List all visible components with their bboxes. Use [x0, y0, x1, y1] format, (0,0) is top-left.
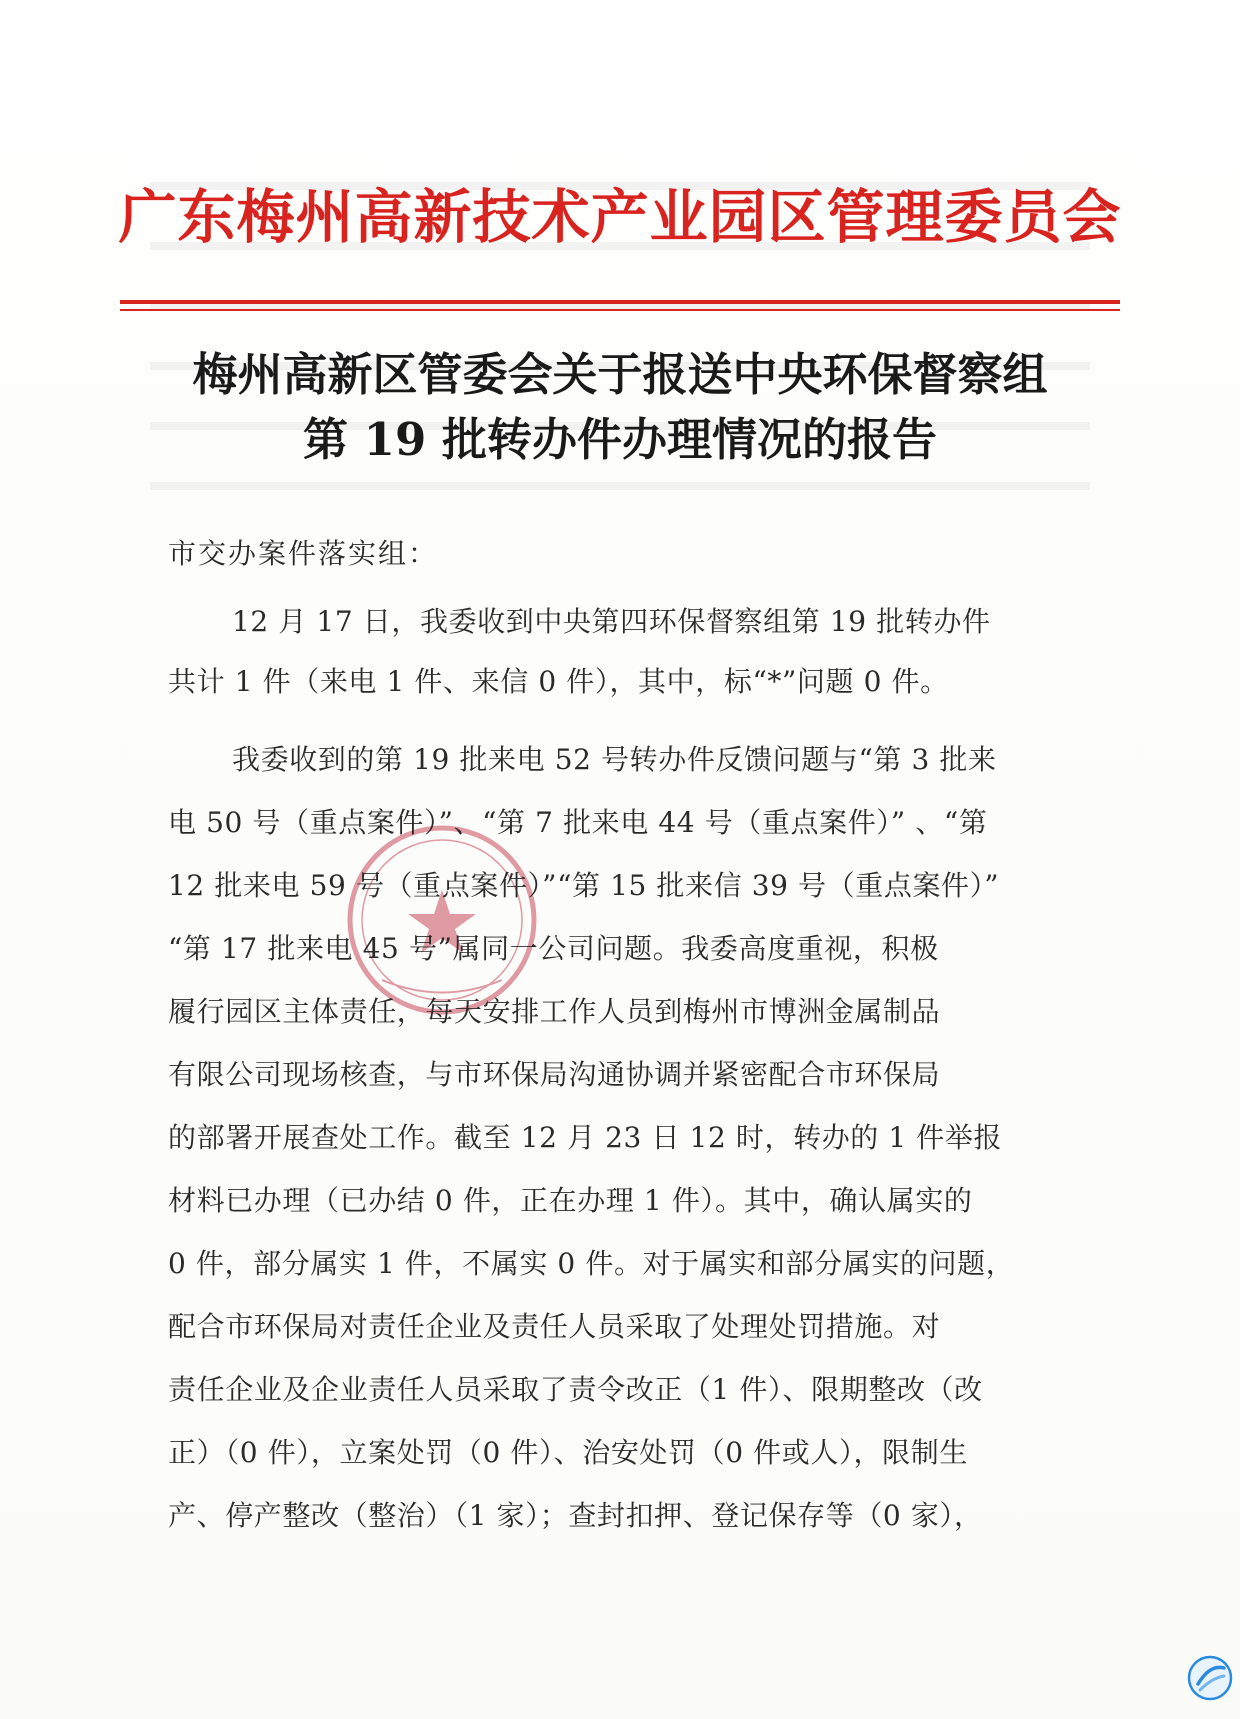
body-line-9: 的部署开展查处工作。截至 12 月 23 日 12 时，转办的 1 件举报: [168, 1121, 1003, 1154]
body-line-8: 有限公司现场核查，与市环保局沟通协调并紧密配合市环保局: [168, 1058, 941, 1091]
document-title-line-1: 梅州高新区管委会关于报送中央环保督察组: [192, 348, 1048, 401]
salutation: 市交办案件落实组：: [168, 537, 439, 570]
watermark-logo-icon: [1186, 1654, 1234, 1702]
body-line-15: 产、停产整改（整治）（1 家）；查封扣押、登记保存等（0 家），: [168, 1499, 983, 1532]
body-line-3: 我委收到的第 19 批来电 52 号转办件反馈问题与“第 3 批来: [232, 743, 997, 776]
body-line-5: 12 批来电 59 号（重点案件）”“第 15 批来信 39 号（重点案件）”: [168, 869, 1000, 902]
body-line-11: 0 件，部分属实 1 件，不属实 0 件。对于属实和部分属实的问题，: [168, 1247, 1015, 1280]
body-line-10: 材料已办理（已办结 0 件，正在办理 1 件）。其中，确认属实的: [168, 1184, 973, 1217]
document-title-line-2: 第 19 批转办件办理情况的报告: [303, 413, 937, 466]
body-line-1: 12 月 17 日，我委收到中央第四环保督察组第 19 批转办件: [232, 605, 991, 638]
org-header: 广东梅州高新技术产业园区管理委员会: [118, 183, 1122, 251]
body-line-7: 履行园区主体责任，每天安排工作人员到梅州市博洲金属制品: [168, 995, 941, 1028]
body-line-13: 责任企业及企业责任人员采取了责令改正（1 件）、限期整改（改: [168, 1373, 983, 1406]
body-line-14: 正）（0 件），立案处罚（0 件）、治安处罚（0 件或人），限制生: [168, 1436, 968, 1469]
body-line-2: 共计 1 件（来电 1 件、来信 0 件），其中，标“*”问题 0 件。: [168, 665, 949, 698]
body-line-4: 电 50 号（重点案件）”、“第 7 批来电 44 号（重点案件）” 、“第: [168, 806, 988, 839]
header-rule-thin: [120, 309, 1120, 311]
header-rule-thick: [120, 300, 1120, 304]
body-line-12: 配合市环保局对责任企业及责任人员采取了处理处罚措施。对: [168, 1310, 941, 1343]
body-line-6: “第 17 批来电 45 号”属同一公司问题。我委高度重视，积极: [168, 932, 939, 965]
